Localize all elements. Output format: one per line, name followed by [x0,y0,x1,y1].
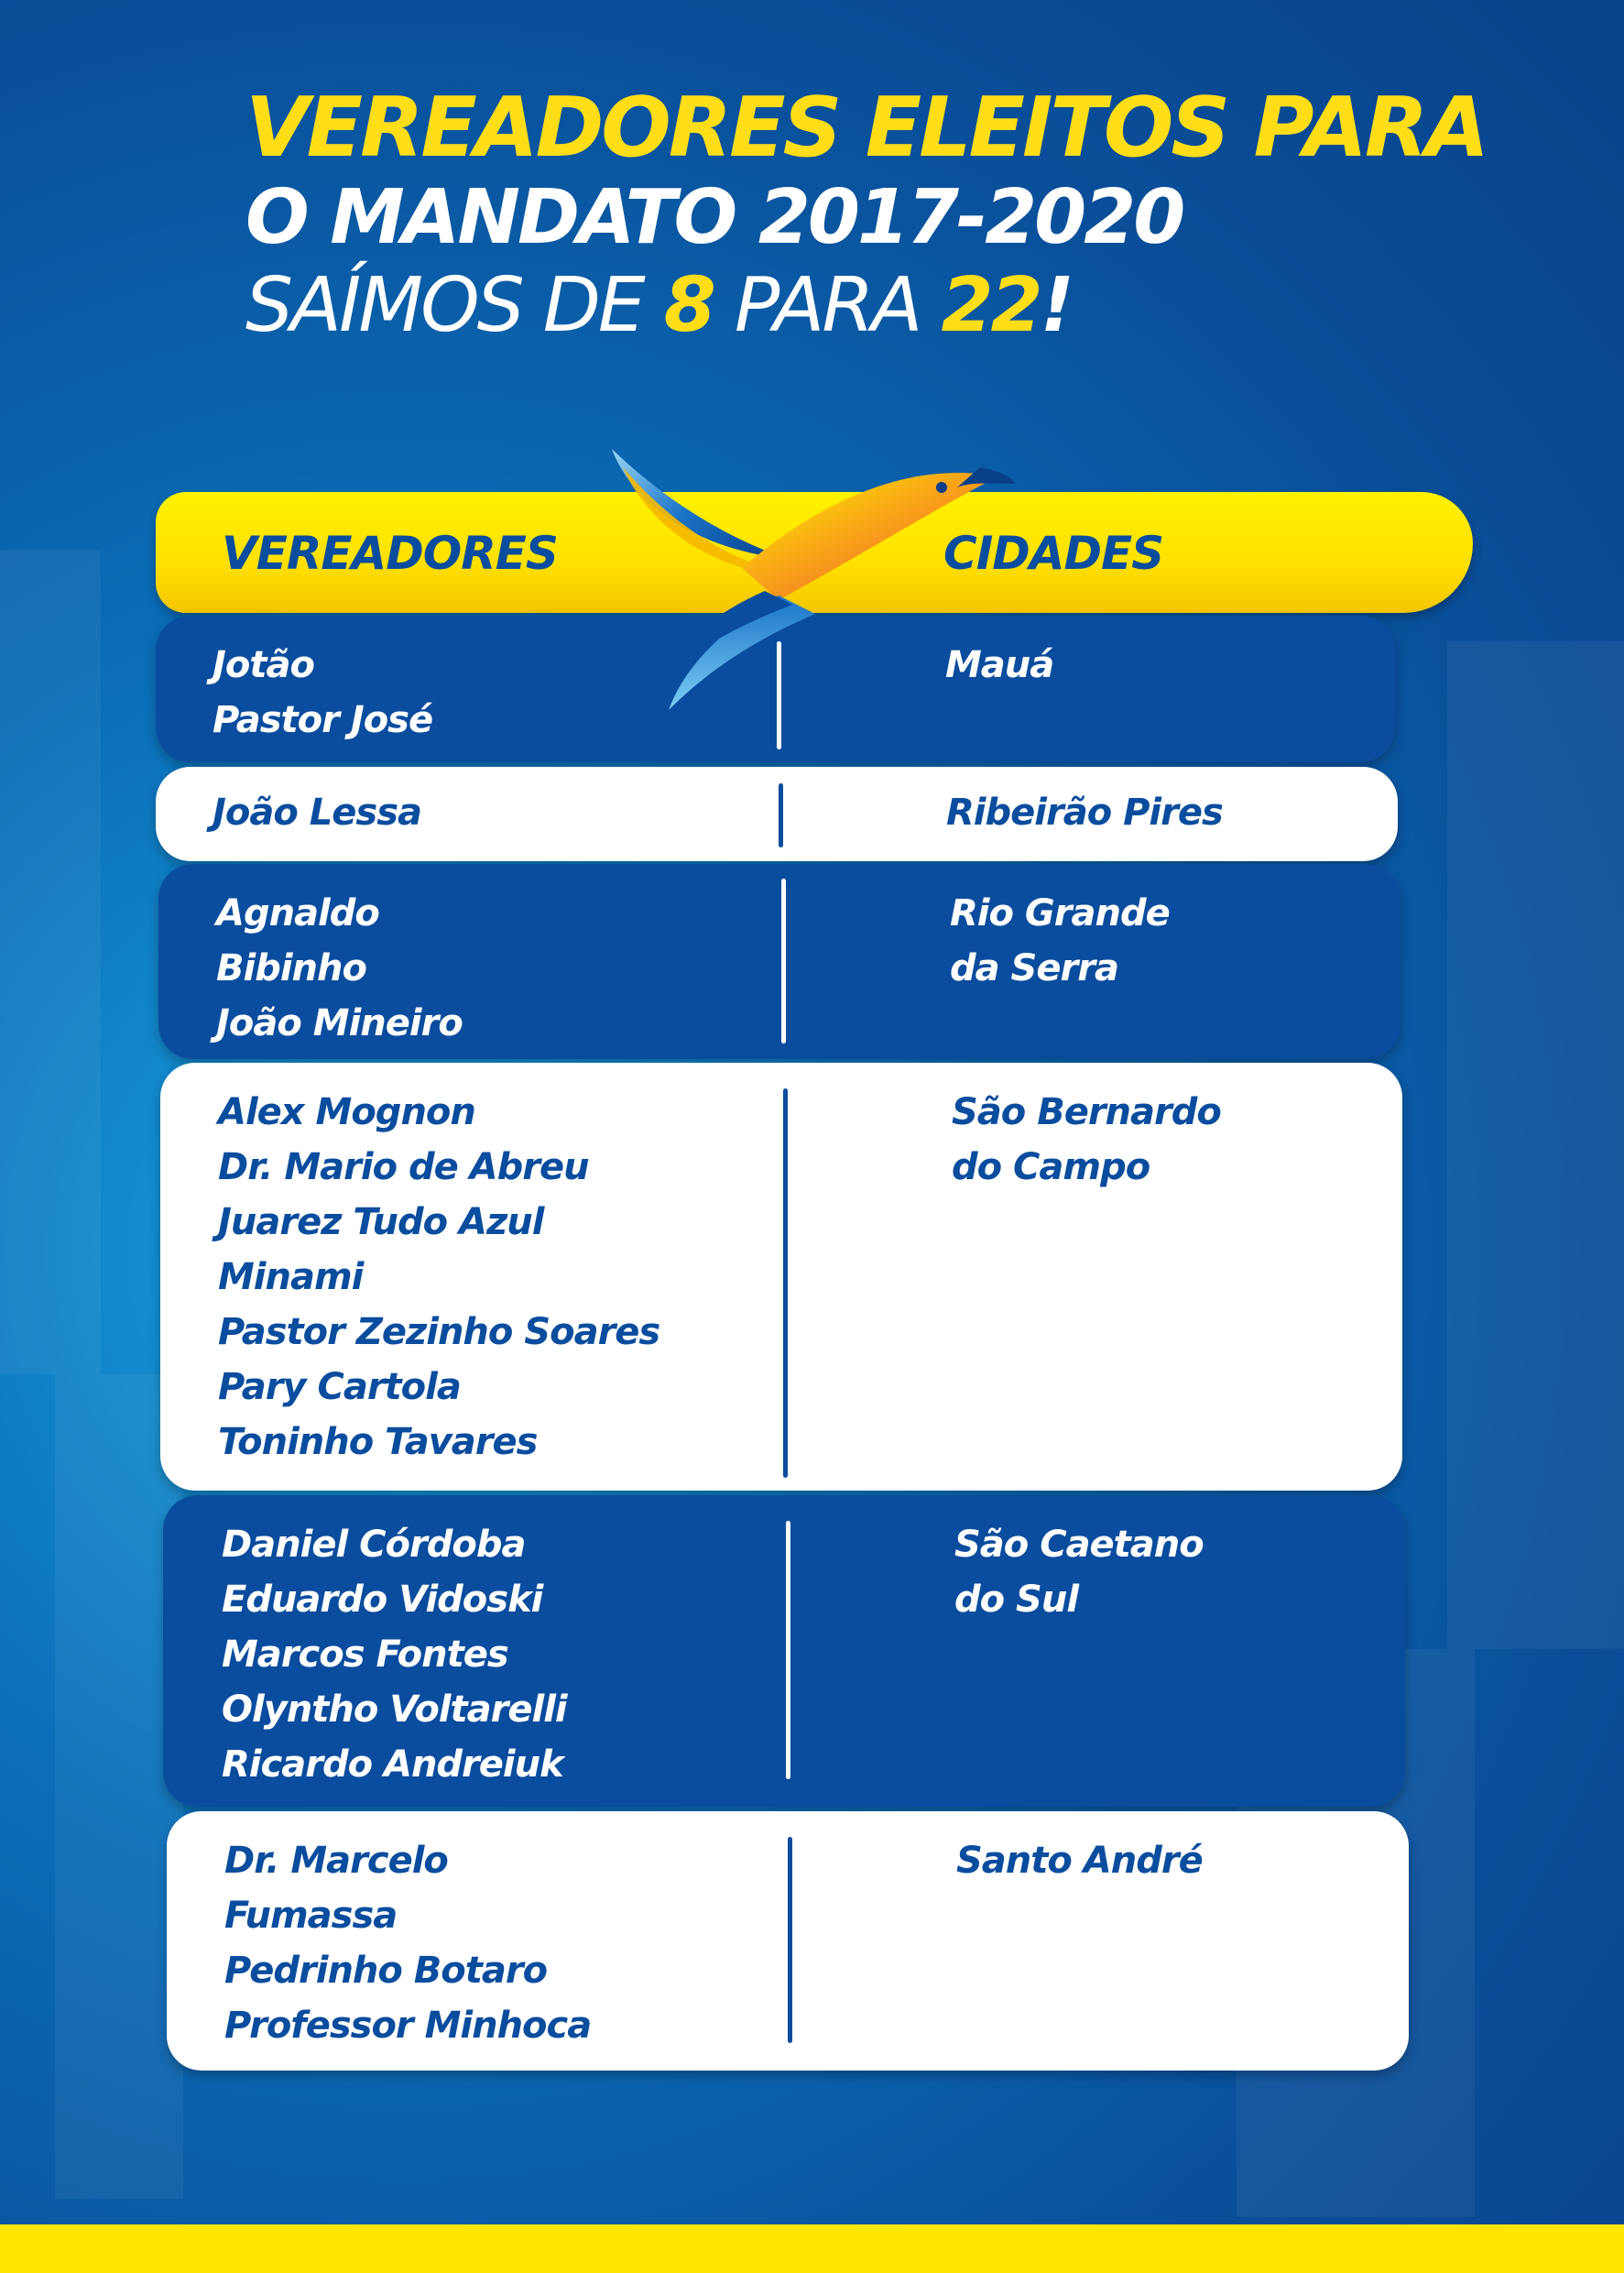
title-line-1: VEREADORES ELEITOS PARA [245,80,1487,176]
vereador-name: Fumassa [224,1895,398,1937]
background-building [0,550,101,1374]
table-row [167,1811,1409,2071]
vereador-name: Bibinho [216,947,366,989]
vereador-name: Alex Mognon [218,1091,475,1133]
city-name [954,1517,1204,1627]
vereador-name: Pastor José [213,699,433,741]
title-line-3 [245,262,1487,349]
column-divider [781,879,786,1044]
city-line: Santo André [956,1840,1203,1882]
city-line: Mauá [945,644,1054,686]
city-line: Ribeirão Pires [946,792,1223,834]
vereador-name: João Lessa [213,792,421,834]
title-line-2: O MANDATO 2017-2020 [245,174,1183,261]
vereador-name: Daniel Córdoba [222,1524,526,1566]
city-line: São Caetano [954,1524,1204,1566]
city-name [952,1085,1221,1195]
table-row [156,767,1398,861]
table-row [160,1063,1402,1491]
city-name [950,886,1170,996]
vereadores-list [224,1833,591,2053]
background-building [1447,641,1624,1649]
vereador-name: Marcos Fontes [222,1634,508,1676]
background-building [55,1374,183,2199]
vereador-name: Ricardo Andreiuk [222,1743,563,1786]
vereadores-list [222,1517,567,1792]
title-exclamation: ! [1040,262,1073,349]
title-to-count: 22 [941,262,1041,349]
title-line-3-prefix: SAÍMOS DE [245,262,664,349]
vereador-name: Juarez Tudo Azul [218,1201,544,1243]
vereadores-list [213,785,421,840]
city-name [956,1833,1203,1888]
page-title [245,80,1487,349]
vereador-name: Dr. Marcelo [224,1840,448,1882]
title-line-3-mid: PARA [713,262,942,349]
vereador-name: Toninho Tavares [218,1421,538,1463]
column-divider [786,1521,790,1779]
vereadores-list [216,886,463,1051]
vereador-name: Minami [218,1256,364,1298]
header-vereadores: VEREADORES [222,527,558,580]
vereadores-list [213,638,432,748]
header-cidades: CIDADES [943,527,1164,580]
vereador-name: Dr. Mario de Abreu [218,1146,589,1188]
vereador-name: Eduardo Vidoski [222,1579,543,1621]
city-line: Rio Grande [950,892,1170,934]
table-row [163,1495,1405,1807]
vereador-name: Pedrinho Botaro [224,1950,548,1992]
city-line: São Bernardo [952,1091,1221,1133]
vereador-name: João Mineiro [216,1002,463,1044]
vereador-name: Pastor Zezinho Soares [218,1311,660,1353]
city-line: da Serra [950,947,1118,989]
vereador-name: Jotão [213,644,314,686]
vereadores-list [218,1085,659,1470]
city-line: do Sul [954,1579,1079,1621]
title-from-count: 8 [663,262,714,349]
toucan-logo [595,440,1017,715]
bottom-stripe [0,2224,1624,2273]
vereador-name: Agnaldo [216,892,379,934]
vereador-name: Pary Cartola [218,1366,461,1408]
column-divider [783,1088,788,1478]
vereador-name: Olyntho Voltarelli [222,1688,567,1731]
column-divider [788,1837,792,2043]
vereador-name: Professor Minhoca [224,2005,592,2047]
column-divider [779,783,783,847]
city-name [946,785,1223,840]
city-line: do Campo [952,1146,1150,1188]
table-row [158,864,1401,1059]
